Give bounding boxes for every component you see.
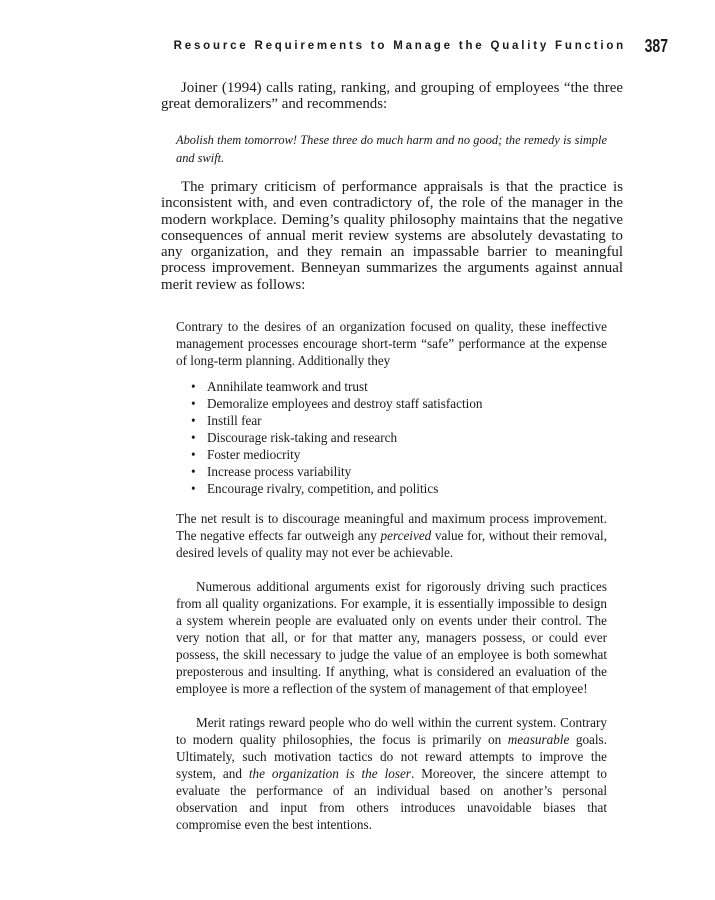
list-item: • Instill fear — [191, 412, 483, 429]
net-result-text-2: value for, without their removal, desired levels of quality may not ever be achievable. — [176, 528, 607, 560]
list-item: • Discourage risk-taking and research — [191, 429, 483, 446]
list-item: • Increase process variability — [191, 463, 483, 480]
emphasis-measurable: measurable — [507, 732, 570, 747]
list-item: • Foster mediocrity — [191, 446, 483, 463]
bullet-list — [191, 378, 483, 497]
merit-text-1: Merit ratings reward people who do well within the current system. Contrary to modern quality philosophies, the focus is primarily on — [176, 715, 607, 747]
extract-numerous-arguments: Numerous additional arguments exist for rigorously driving such practices from all quality organizations. For example, it is essentially impossible to design a system wherein people are evaluated only on events under their control. The very notion that all, or for that matter any, managers possess, or could ever possess, the skill necessary to judge the value of an employee is both somewhat preposterous and insulting. If anything, what is considered an evaluation of the employee is more a reflection of the system of management of that employee! — [176, 579, 607, 696]
running-title: Resource Requirements to Manage the Quality Function — [173, 40, 626, 52]
page-number: 387 — [644, 36, 668, 56]
extract-intro: Contrary to the desires of an organization focused on quality, these ineffective management processes encourage short-term “safe” performance at the expense of long-term planning. Additionally they — [176, 319, 607, 368]
list-item: • Encourage rivalry, competition, and politics — [191, 480, 483, 497]
merit-text-3: . Moreover, the sincere attempt to evaluate the performance of an individual based on another’s personal observation and input from others introduces unavoidable biases that compromise even the best intentions. — [176, 766, 607, 832]
paragraph-joiner: Joiner (1994) calls rating, ranking, and grouping of employees “the three great demoralizers” and recommends: — [161, 80, 623, 113]
emphasis-perceived: perceived — [380, 528, 432, 543]
paragraph-primary-criticism: The primary criticism of performance appraisals is that the practice is inconsistent with, and even contradictory of, the role of the manager in the modern workplace. Deming’s quality philosophy maintains that the negative consequences of annual merit review systems are absolutely devastating to any organization, and they remain an impassable barrier to meaningful process improvement. Benneyan summarizes the arguments against annual merit review as follows: — [161, 179, 623, 293]
extract-net-result — [176, 510, 607, 561]
extract-merit-ratings — [176, 714, 607, 833]
emphasis-organization-loser: the organization is the loser — [248, 766, 411, 781]
net-result-text-1: The net result is to discourage meaningful and maximum process improvement. The negative effects far outweigh any — [176, 511, 607, 543]
list-item: • Annihilate teamwork and trust — [191, 378, 483, 395]
list-item: • Demoralize employees and destroy staff satisfaction — [191, 395, 483, 412]
block-quote-joiner: Abolish them tomorrow! These three do much harm and no good; the remedy is simple and swift. — [176, 133, 607, 165]
merit-text-2: goals. Ultimately, such motivation tactics do not reward attempts to improve the system, and — [176, 732, 607, 781]
running-header — [0, 36, 668, 58]
